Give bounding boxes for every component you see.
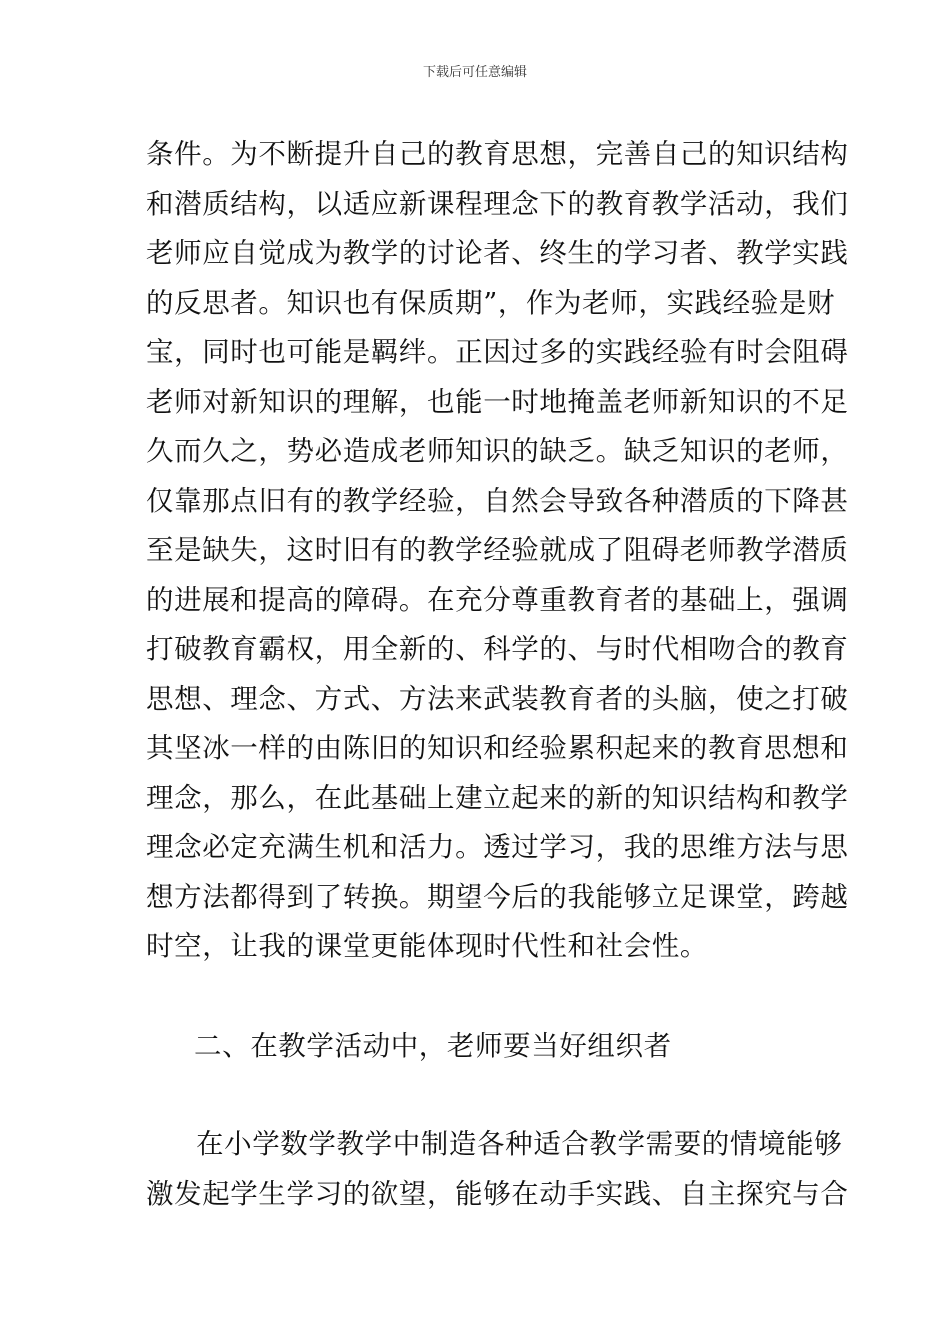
- paragraph-line: 和潜质结构，以适应新课程理念下的教育教学活动，我们: [146, 187, 849, 220]
- paragraph-line: 在小学数学教学中制造各种适合教学需要的情境能够: [196, 1128, 843, 1160]
- section-heading: 二、在教学活动中，老师要当好组织者: [194, 1030, 672, 1062]
- paragraph-line: 条件。为不断提升自己的教育思想，完善自己的知识结构: [146, 138, 849, 170]
- paragraph-line: 理念，那么，在此基础上建立起来的新的知识结构和教学: [146, 781, 849, 814]
- paragraph-line: 的进展和提高的障碍。在充分尊重教育者的基础上，强调: [146, 583, 849, 616]
- page-header: 下载后可任意编辑: [422, 65, 527, 80]
- paragraph-1: [146, 130, 849, 972]
- paragraph-line: 老师应自觉成为教学的讨论者、终生的学习者、教学实践: [146, 237, 849, 269]
- paragraph-line: 想方法都得到了转换。期望今后的我能够立足课堂，跨越: [146, 880, 849, 913]
- paragraph-line: 思想、理念、方式、方法来武装教育者的头脑，使之打破: [146, 682, 849, 715]
- paragraph-2: [146, 1120, 849, 1219]
- paragraph-line: 激发起学生学习的欲望，能够在动手实践、自主探究与合: [146, 1177, 849, 1210]
- paragraph-line: 的反思者。知识也有保质期”，作为老师，实践经验是财: [146, 286, 836, 319]
- paragraph-line: 宝，同时也可能是羁绊。正因过多的实践经验有时会阻碍: [146, 336, 849, 368]
- paragraph-line: 理念必定充满生机和活力。透过学习，我的思维方法与思: [146, 831, 849, 863]
- paragraph-line: 其坚冰一样的由陈旧的知识和经验累积起来的教育思想和: [146, 732, 849, 764]
- paragraph-line: 时空，让我的课堂更能体现时代性和社会性。: [146, 930, 708, 962]
- paragraph-line: 仅靠那点旧有的教学经验，自然会导致各种潜质的下降甚: [146, 484, 849, 517]
- paragraph-line: 久而久之，势必造成老师知识的缺乏。缺乏知识的老师，: [146, 435, 849, 467]
- paragraph-line: 老师对新知识的理解，也能一时地掩盖老师新知识的不足: [146, 385, 849, 418]
- paragraph-line: 打破教育霸权，用全新的、科学的、与时代相吻合的教育: [146, 633, 849, 665]
- paragraph-line: 至是缺失，这时旧有的教学经验就成了阻碍老师教学潜质: [146, 534, 849, 566]
